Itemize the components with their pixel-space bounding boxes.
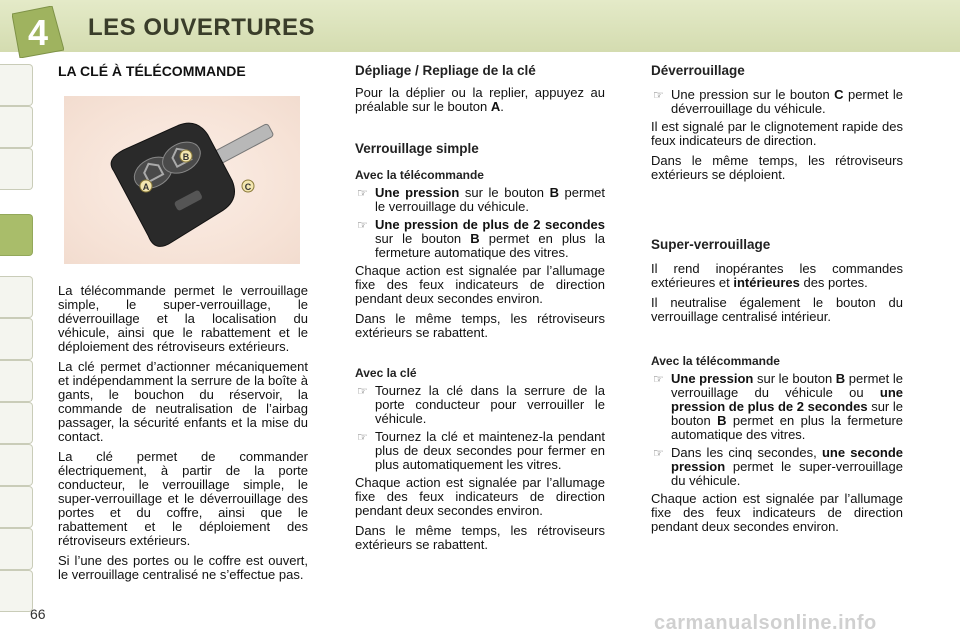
chapter-badge xyxy=(12,6,64,58)
chapter-tab-12[interactable] xyxy=(0,570,33,612)
bullet-item: ☞ Tournez la clé et maintenez-la pendant plus de deux secondes pour fermer en plus automatiquement les vitres. xyxy=(357,429,605,472)
watermark: carmanualsonline.info xyxy=(654,612,877,634)
pointing-hand-icon: ☞ xyxy=(357,384,368,398)
label-a: A xyxy=(142,182,150,192)
paragraph: Il neutralise également le bouton du verrouillage centralisé intérieur. xyxy=(651,295,903,324)
paragraph: Dans le même temps, les rétroviseurs extérieurs se rabattent. xyxy=(355,523,605,552)
pointing-hand-icon: ☞ xyxy=(357,430,368,444)
paragraph: Si l’une des portes ou le coffre est ouvert, le verrouillage centralisé ne s’effectue pas. xyxy=(58,553,308,582)
chapter-tab-1[interactable] xyxy=(0,64,33,106)
bullet-item: ☞ Une pression sur le bouton B permet le verrouillage du véhicule ou une pression de plus de 2 secondes sur le bouton B permet en plus la fermeture automatique des vitres. xyxy=(653,371,904,442)
pointing-hand-icon: ☞ xyxy=(653,372,664,386)
chapter-tab-10[interactable] xyxy=(0,486,33,528)
paragraph: Il est signalé par le clignotement rapide des feux indicateurs de direction. xyxy=(651,119,903,148)
column-1-text xyxy=(58,284,308,588)
paragraph: Pour la déplier ou la replier, appuyez au préalable sur le bouton A. xyxy=(355,85,605,114)
chapter-tab-11[interactable] xyxy=(0,528,33,570)
key-remote-title: LA CLÉ À TÉLÉCOMMANDE xyxy=(58,63,246,79)
column-2 xyxy=(355,64,605,558)
unfold-title: Dépliage / Repliage de la clé xyxy=(355,63,536,78)
bullet-item: ☞ Une pression sur le bouton B permet le verrouillage du véhicule. xyxy=(357,185,606,214)
subheading: Avec la télécommande xyxy=(355,168,484,182)
pointing-hand-icon: ☞ xyxy=(357,186,368,200)
bullet-item: ☞ Dans les cinq secondes, une seconde pression permet le super-verrouillage du véhicule. xyxy=(653,445,904,488)
chapter-tab-2[interactable] xyxy=(0,106,33,148)
paragraph: La télécommande permet le verrouillage simple, le super-verrouillage, le déverrouillage et la localisation du véhicule, ainsi que le rabattement et le déploiement des rétroviseurs extérieurs. xyxy=(58,283,308,354)
column-3 xyxy=(651,64,903,540)
bullet-item: ☞ Une pression sur le bouton C permet le déverrouillage du véhicule. xyxy=(653,87,903,116)
chapter-tab-3[interactable] xyxy=(0,148,33,190)
paragraph: Chaque action est signalée par l’allumage fixe des feux indicateurs de direction pendant deux secondes environ. xyxy=(355,263,605,306)
bullet-item: ☞ Tournez la clé dans la serrure de la porte conducteur pour verrouiller le véhicule. xyxy=(357,383,605,426)
section-title: LES OUVERTURES xyxy=(88,14,316,41)
paragraph: La clé permet d’actionner mécaniquement et indépendamment la serrure de la boîte à gants, le bouchon du réservoir, la commande de neutralisation de l’airbag passager, la sécurité enfants et la mise du contact. xyxy=(58,359,308,444)
chapter-tab-5[interactable] xyxy=(0,276,33,318)
paragraph: Chaque action est signalée par l’allumage fixe des feux indicateurs de direction pendant deux secondes environ. xyxy=(355,475,605,518)
paragraph: Il rend inopérantes les commandes extérieures et intérieures des portes. xyxy=(651,261,903,290)
subheading: Avec la clé xyxy=(355,366,417,380)
paragraph: Dans le même temps, les rétroviseurs extérieurs se rabattent. xyxy=(355,311,605,340)
pointing-hand-icon: ☞ xyxy=(653,446,664,460)
key-remote-photo xyxy=(64,96,300,264)
super-lock-title: Super-verrouillage xyxy=(651,237,771,252)
subheading: Avec la télécommande xyxy=(651,354,780,368)
column-1 xyxy=(58,64,308,78)
key-remote-illustration xyxy=(64,96,300,264)
chapter-tab-8[interactable] xyxy=(0,402,33,444)
chapter-tab-9[interactable] xyxy=(0,444,33,486)
pointing-hand-icon: ☞ xyxy=(653,88,664,102)
paragraph: Dans le même temps, les rétroviseurs extérieurs se déploient. xyxy=(651,153,903,182)
chapter-number: 4 xyxy=(27,12,49,53)
bullet-item: ☞ Une pression de plus de 2 secondes sur le bouton B permet en plus la fermeture automatique des vitres. xyxy=(357,217,605,260)
page-number: 66 xyxy=(30,606,46,622)
paragraph: Chaque action est signalée par l’allumage fixe des feux indicateurs de direction pendant deux secondes environ. xyxy=(651,491,903,534)
simple-lock-title: Verrouillage simple xyxy=(355,141,479,156)
chapter-tab-6[interactable] xyxy=(0,318,33,360)
chapter-tab-4-active[interactable] xyxy=(0,214,33,256)
label-b: B xyxy=(182,152,190,162)
label-c: C xyxy=(244,182,252,192)
pointing-hand-icon: ☞ xyxy=(357,218,368,232)
chapter-tab-7[interactable] xyxy=(0,360,33,402)
paragraph: La clé permet de commander électriquement, à partir de la porte conducteur, le verrouillage simple, le super-verrouillage et le déverrouillage des portes et du coffre, ainsi que le rabattement et le déploiement des rétroviseurs extérieurs. xyxy=(58,449,308,548)
unlock-title: Déverrouillage xyxy=(651,63,745,78)
